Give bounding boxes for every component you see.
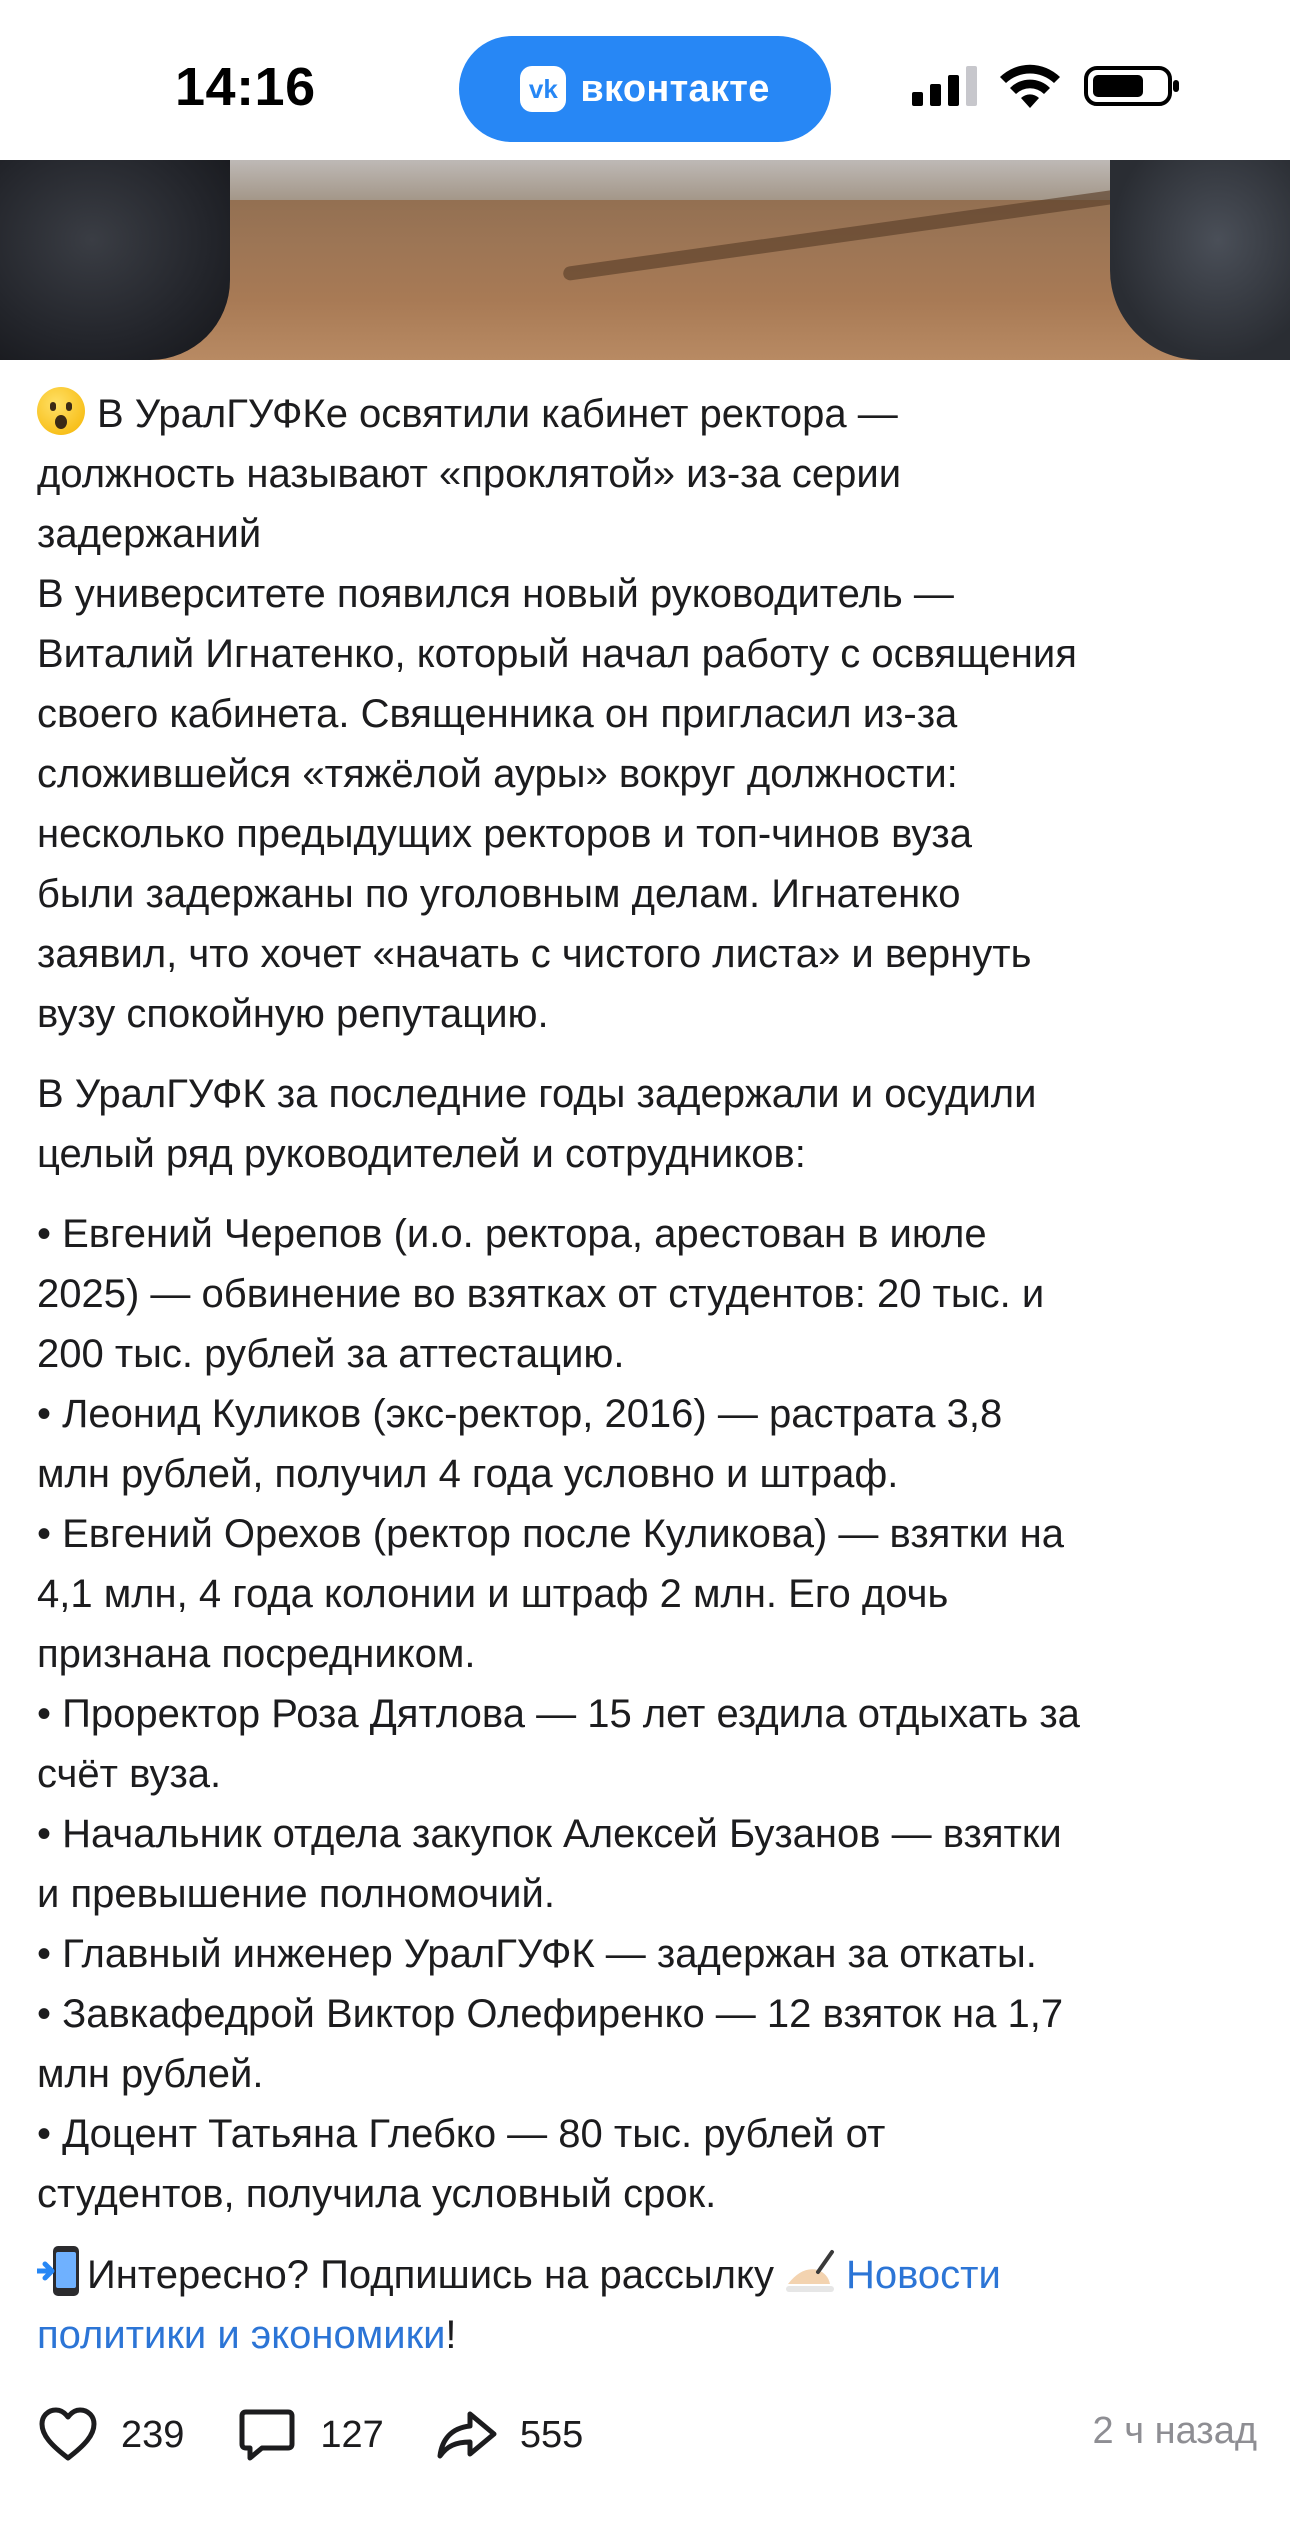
heart-icon xyxy=(37,2404,99,2466)
list-line: 4,1 млн, 4 года колонии и штраф 2 млн. Его дочь xyxy=(37,1572,949,1616)
like-button[interactable] xyxy=(37,2404,184,2466)
list-line: счёт вуза. xyxy=(37,1752,222,1796)
paragraph-line: своего кабинета. Священника он пригласил из-за xyxy=(37,692,958,736)
writing-hand-icon xyxy=(782,2248,838,2296)
comment-button[interactable] xyxy=(236,2404,383,2466)
paragraph-line: вузу спокойную репутацию. xyxy=(37,992,549,1036)
paragraph-line: заявил, что хочет «начать с чистого листа» и вернуть xyxy=(37,932,1032,976)
cta-end: ! xyxy=(445,2313,457,2357)
list-line: • Главный инженер УралГУФК — задержан за откаты. xyxy=(37,1932,1037,1976)
newsletter-link[interactable]: Новости xyxy=(845,2253,1001,2297)
list-line: 2025) — обвинение во взятках от студентов: 20 тыс. и xyxy=(37,1272,1045,1316)
photo-chair-left xyxy=(0,160,230,360)
headline-line: должность называют «проклятой» из-за серии xyxy=(37,452,902,496)
paragraph-line: были задержаны по уголовным делам. Игнатенко xyxy=(37,872,961,916)
post-actions xyxy=(37,2400,1257,2470)
list-line: млн рублей. xyxy=(37,2052,264,2096)
headline-line: задержаний xyxy=(37,512,262,556)
paragraph-line: несколько предыдущих ректоров и топ-чинов вуза xyxy=(37,812,973,856)
post-photo[interactable] xyxy=(0,160,1290,360)
list-line: студентов, получила условный срок. xyxy=(37,2172,717,2216)
post-cta xyxy=(37,2244,1257,2365)
list-line: • Проректор Роза Дятлова — 15 лет ездила отдыхать за xyxy=(37,1692,1080,1736)
vk-app-pill[interactable] xyxy=(459,36,831,142)
comment-bubble-icon xyxy=(236,2404,298,2466)
share-button[interactable] xyxy=(436,2404,583,2466)
post-body xyxy=(37,384,1257,2385)
list-line: • Завкафедрой Виктор Олефиренко — 12 взяток на 1,7 xyxy=(37,1992,1064,2036)
status-bar xyxy=(0,0,1290,160)
headline-line: В УралГУФКе освятили кабинет ректора — xyxy=(97,392,898,436)
post-paragraph-intro xyxy=(37,1064,1257,1184)
comment-count: 127 xyxy=(320,2413,384,2456)
post-headline xyxy=(37,384,1257,1044)
list-line: • Евгений Орехов (ректор после Куликова) — взятки на xyxy=(37,1512,1064,1556)
list-line: • Евгений Черепов (и.о. ректора, арестован в июле xyxy=(37,1212,987,1256)
list-line: признана посредником. xyxy=(37,1632,476,1676)
list-line: 200 тыс. рублей за аттестацию. xyxy=(37,1332,625,1376)
vk-pill-label: вконтакте xyxy=(580,67,770,110)
paragraph-line: целый ряд руководителей и сотрудников: xyxy=(37,1132,806,1176)
list-line: млн рублей, получил 4 года условно и штраф. xyxy=(37,1452,899,1496)
like-count: 239 xyxy=(121,2413,185,2456)
cellular-signal-icon xyxy=(912,66,978,106)
post-list xyxy=(37,1204,1257,2224)
paragraph-line: сложившейся «тяжёлой ауры» вокруг должности: xyxy=(37,752,958,796)
photo-chair-right xyxy=(1110,160,1290,360)
paragraph-line: В УралГУФК за последние годы задержали и осудили xyxy=(37,1072,1037,1116)
mobile-phone-arrow-icon xyxy=(37,2244,81,2298)
share-arrow-icon xyxy=(436,2404,498,2466)
vk-logo-icon: vk xyxy=(520,66,566,112)
post-timestamp: 2 ч назад xyxy=(1092,2410,1257,2452)
list-line: и превышение полномочий. xyxy=(37,1872,555,1916)
battery-icon xyxy=(1084,64,1180,108)
list-line: • Начальник отдела закупок Алексей Бузанов — взятки xyxy=(37,1812,1062,1856)
list-line: • Леонид Куликов (экс-ректор, 2016) — растрата 3,8 xyxy=(37,1392,1003,1436)
newsletter-link-continued[interactable]: политики и экономики xyxy=(37,2313,446,2357)
list-line: • Доцент Татьяна Глебко — 80 тыс. рублей от xyxy=(37,2112,886,2156)
status-time: 14:16 xyxy=(175,57,316,117)
paragraph-line: В университете появился новый руководитель — xyxy=(37,572,954,616)
wifi-icon xyxy=(1000,64,1060,108)
share-count: 555 xyxy=(519,2413,584,2456)
astonished-face-icon xyxy=(37,387,85,435)
paragraph-line: Виталий Игнатенко, который начал работу с освящения xyxy=(37,632,1077,676)
cta-text: Интересно? Подпишись на рассылку xyxy=(87,2253,774,2297)
